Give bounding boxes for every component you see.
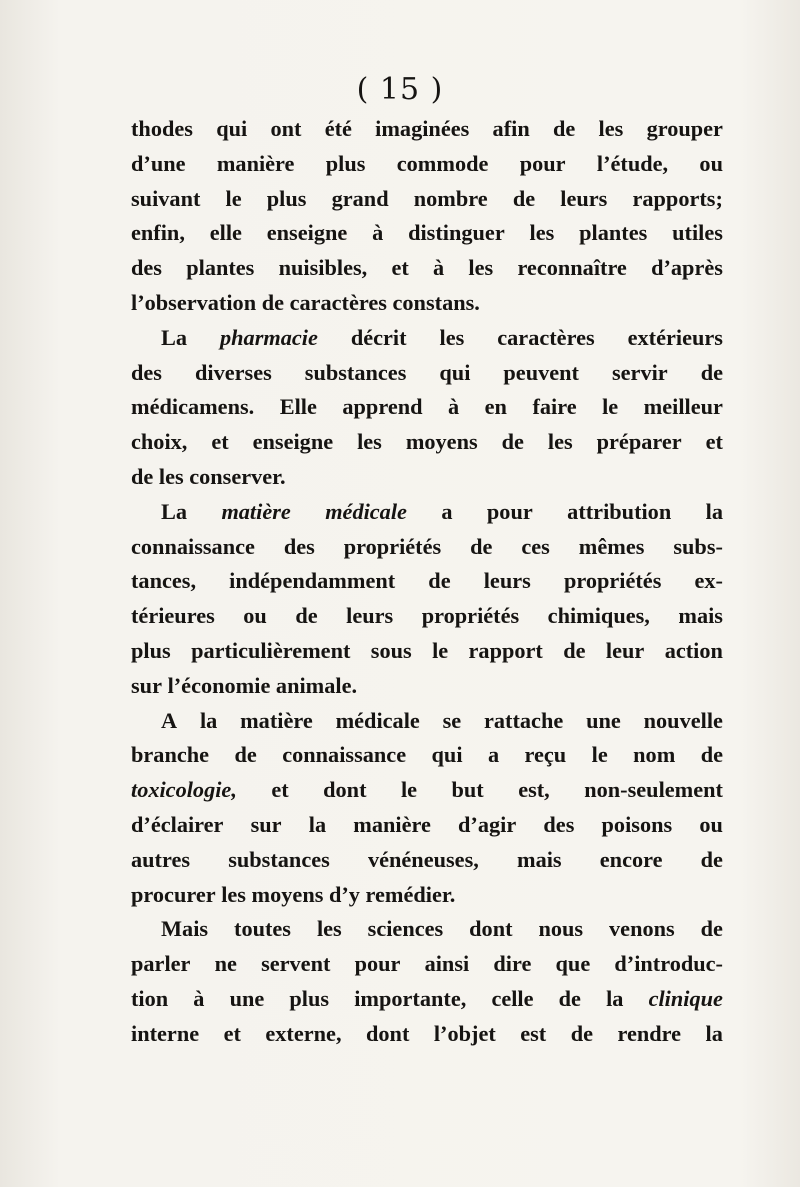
word: se xyxy=(442,707,462,733)
word: à xyxy=(372,220,384,246)
word: toutes xyxy=(234,916,291,942)
word: des xyxy=(283,533,315,559)
word: dont xyxy=(469,916,513,942)
word: commode xyxy=(396,150,489,176)
word: particulièrement xyxy=(191,637,351,663)
word: est xyxy=(520,1020,547,1046)
word: de xyxy=(552,116,576,141)
word: préparer xyxy=(596,429,682,455)
word: sur xyxy=(131,672,168,698)
word: but xyxy=(451,777,484,803)
word: celle xyxy=(491,985,534,1011)
page-number: ( 15 ) xyxy=(356,72,444,107)
word: médicamens. xyxy=(131,394,255,420)
word: rattache xyxy=(484,707,564,733)
word: A xyxy=(161,707,178,733)
word: nuisibles, xyxy=(278,255,368,281)
word: manière xyxy=(353,811,431,837)
word: sur xyxy=(250,811,282,837)
word: d’agir xyxy=(458,811,517,837)
word: substances xyxy=(304,359,407,385)
word: les xyxy=(529,220,555,246)
word: l’observation xyxy=(131,289,262,315)
word: l’objet xyxy=(433,1020,496,1046)
word: moyens xyxy=(251,881,329,907)
word: propriétés xyxy=(343,533,442,559)
text-line xyxy=(131,738,723,773)
text-line xyxy=(131,286,723,321)
word: meilleur xyxy=(643,394,723,420)
text-line xyxy=(131,704,723,739)
word: d’introduc- xyxy=(614,951,723,977)
word: externe, xyxy=(265,1020,342,1046)
word: de xyxy=(558,985,581,1011)
text-line xyxy=(131,495,723,530)
word: la xyxy=(705,1020,723,1046)
word: mêmes xyxy=(578,533,645,559)
word: utiles xyxy=(672,220,723,246)
word: la xyxy=(308,811,327,837)
word: afin xyxy=(492,116,530,141)
word: et xyxy=(391,255,409,281)
word: une xyxy=(229,985,265,1011)
word: la xyxy=(606,985,624,1011)
italic-term: pharmacie xyxy=(220,324,318,350)
word: ou xyxy=(699,150,723,176)
word: nous xyxy=(538,916,584,942)
word: encore xyxy=(599,846,663,872)
word: les xyxy=(316,916,342,942)
text-line xyxy=(131,1017,723,1052)
word: peuvent xyxy=(503,359,579,385)
word: La xyxy=(161,324,188,350)
word: les xyxy=(547,429,573,455)
text-line xyxy=(131,947,723,982)
word: nom xyxy=(633,742,676,768)
word: les xyxy=(158,463,190,489)
text-line xyxy=(131,564,723,599)
word: médicale xyxy=(335,707,420,733)
word: thodes xyxy=(131,116,193,141)
word: sous xyxy=(370,637,412,663)
word: dont xyxy=(323,777,367,803)
word: et xyxy=(211,429,229,455)
word: tances, xyxy=(131,568,197,594)
word: d’y xyxy=(328,881,366,907)
word: térieures xyxy=(131,603,215,629)
word: qui xyxy=(439,359,471,385)
text-line xyxy=(131,182,723,217)
word: grand xyxy=(331,185,389,211)
word: de xyxy=(131,463,159,489)
word: de xyxy=(501,429,524,455)
word: ou xyxy=(699,811,723,837)
word: de xyxy=(295,603,318,629)
word: ou xyxy=(243,603,267,629)
text-line xyxy=(131,634,723,669)
word: dire xyxy=(493,951,532,977)
word: branche xyxy=(131,742,210,768)
text-line xyxy=(131,982,723,1017)
italic-term: clinique xyxy=(648,985,723,1011)
word: ces xyxy=(521,533,550,559)
word: ainsi xyxy=(424,951,470,977)
word: à xyxy=(448,394,460,420)
text-line xyxy=(131,773,723,808)
word: conserver. xyxy=(189,463,286,489)
word: caractères xyxy=(497,324,595,350)
body-text xyxy=(131,112,723,1052)
text-line xyxy=(131,425,723,460)
word: enseigne xyxy=(266,220,348,246)
word: d’éclairer xyxy=(131,811,224,837)
word: et xyxy=(223,1020,241,1046)
word: servent xyxy=(261,951,331,977)
word: caractères xyxy=(289,289,393,315)
word: leurs xyxy=(483,568,531,594)
text-line xyxy=(131,878,723,913)
word: plus xyxy=(325,150,366,176)
word: ex- xyxy=(694,568,723,594)
word: elle xyxy=(209,220,242,246)
word: de xyxy=(470,533,493,559)
word: nombre xyxy=(413,185,488,211)
word: pour xyxy=(354,951,401,977)
word: faire xyxy=(532,394,577,420)
word: vénéneuses, xyxy=(367,846,479,872)
word: décrit xyxy=(350,324,407,350)
word: enfin, xyxy=(131,220,185,246)
word: parler xyxy=(131,951,191,977)
word: le xyxy=(602,394,619,420)
word: d’une xyxy=(131,150,186,176)
word: la xyxy=(199,707,218,733)
word: leur xyxy=(605,637,645,663)
word: connaissance xyxy=(131,533,255,559)
word: constans. xyxy=(392,289,480,315)
word: l’économie xyxy=(167,672,276,698)
word: d’après xyxy=(651,255,723,281)
word: tion xyxy=(131,985,169,1011)
word: le xyxy=(432,637,449,663)
word: de xyxy=(234,742,257,768)
word: reçu xyxy=(524,742,567,768)
word: rapports; xyxy=(632,185,723,211)
word: de xyxy=(700,916,723,942)
word: pour xyxy=(486,498,533,524)
word: à xyxy=(433,255,445,281)
text-line xyxy=(131,808,723,843)
text-line xyxy=(131,147,723,182)
word: chimiques, xyxy=(547,603,650,629)
word: des xyxy=(131,255,162,281)
word: propriétés xyxy=(563,568,662,594)
word: substances xyxy=(228,846,330,872)
word: imaginées xyxy=(375,116,470,141)
word: extérieurs xyxy=(627,324,723,350)
word: que xyxy=(555,951,591,977)
text-line xyxy=(131,843,723,878)
word: indépendamment xyxy=(229,568,396,594)
word: pour xyxy=(519,150,566,176)
word: venons xyxy=(609,916,675,942)
word: ne xyxy=(214,951,237,977)
word: remédier. xyxy=(365,881,456,907)
word: et xyxy=(271,777,289,803)
word: a xyxy=(441,498,453,524)
text-line xyxy=(131,356,723,391)
word: leurs xyxy=(346,603,394,629)
word: action xyxy=(664,637,723,663)
word: les xyxy=(468,255,494,281)
word: les xyxy=(439,324,465,350)
word: reconnaître xyxy=(517,255,627,281)
word: sciences xyxy=(367,916,444,942)
word: leurs xyxy=(560,185,608,211)
word: de xyxy=(563,637,586,663)
word: connaissance xyxy=(282,742,407,768)
word: de xyxy=(570,1020,594,1046)
word: plantes xyxy=(579,220,648,246)
word: subs- xyxy=(673,533,723,559)
word: ont xyxy=(270,116,302,141)
word: suivant xyxy=(131,185,201,211)
word: importante, xyxy=(354,985,467,1011)
word: de xyxy=(700,742,723,768)
word: de xyxy=(261,289,290,315)
word: des xyxy=(131,359,162,385)
text-line xyxy=(131,460,723,495)
word: la xyxy=(705,498,723,524)
word: qui xyxy=(431,742,463,768)
word: servir xyxy=(611,359,668,385)
word: qui xyxy=(216,116,248,141)
text-line xyxy=(131,912,723,947)
word: interne xyxy=(131,1020,200,1046)
word: les xyxy=(598,116,624,141)
word: La xyxy=(161,498,188,524)
text-line xyxy=(131,390,723,425)
word: de xyxy=(700,846,723,872)
word: le xyxy=(591,742,608,768)
word: apprend xyxy=(342,394,423,420)
word: mais xyxy=(678,603,723,629)
word: plus xyxy=(131,637,171,663)
word: mais xyxy=(517,846,562,872)
word: plus xyxy=(289,985,330,1011)
word: matière xyxy=(240,707,313,733)
word: poisons xyxy=(601,811,673,837)
word: a xyxy=(487,742,500,768)
italic-term: matière xyxy=(221,498,291,524)
word: de xyxy=(512,185,536,211)
text-line xyxy=(131,251,723,286)
text-line xyxy=(131,599,723,634)
word: Mais xyxy=(161,916,209,942)
word: et xyxy=(705,429,723,455)
word: distinguer xyxy=(408,220,505,246)
word: rapport xyxy=(468,637,543,663)
word: animale. xyxy=(275,672,358,698)
word: est, xyxy=(518,777,550,803)
text-line xyxy=(131,112,723,147)
word: de xyxy=(700,359,723,385)
word: en xyxy=(484,394,507,420)
word: nouvelle xyxy=(643,707,723,733)
word: diverses xyxy=(194,359,272,385)
word: autres xyxy=(131,846,191,872)
word: le xyxy=(400,777,418,803)
word: de xyxy=(428,568,451,594)
word: des xyxy=(543,811,575,837)
word: les xyxy=(357,429,382,455)
text-line xyxy=(131,669,723,704)
text-line xyxy=(131,216,723,251)
word: plus xyxy=(266,185,307,211)
word: non-seulement xyxy=(584,777,723,803)
word: le xyxy=(225,185,242,211)
italic-term: toxicologie, xyxy=(131,777,237,803)
word: procurer xyxy=(131,881,222,907)
word: propriétés xyxy=(421,603,520,629)
word: attribution xyxy=(567,498,672,524)
word: l’étude, xyxy=(596,150,669,176)
word: dont xyxy=(366,1020,410,1046)
word: été xyxy=(324,116,352,141)
word: les xyxy=(221,881,252,907)
word: à xyxy=(193,985,205,1011)
word: grouper xyxy=(646,116,723,141)
word: moyens xyxy=(405,429,478,455)
word: plantes xyxy=(186,255,255,281)
text-line xyxy=(131,530,723,565)
word: manière xyxy=(216,150,295,176)
word: Elle xyxy=(279,394,317,420)
word: choix, xyxy=(131,429,188,455)
word: une xyxy=(586,707,621,733)
italic-term: médicale xyxy=(325,498,407,524)
word: enseigne xyxy=(252,429,334,455)
text-line xyxy=(131,321,723,356)
word: rendre xyxy=(617,1020,682,1046)
